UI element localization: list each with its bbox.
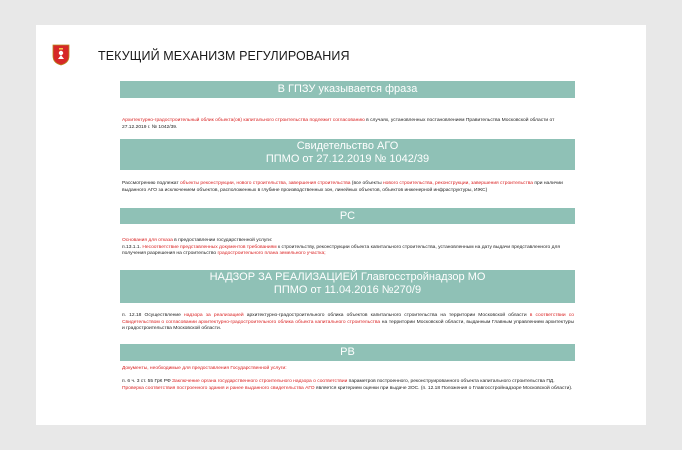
ago-highlight-1: объекты реконструкции, нового строительства, завершения строительства <box>179 181 351 186</box>
slide <box>36 25 646 425</box>
nadzor-highlight-2: в соответствии со Свидетельством о согласовании архитектурно-градостроительного облика объекта капитального строительства <box>122 313 574 325</box>
ago-paragraph <box>122 181 574 194</box>
banner-nadzor-line1: НАДЗОР ЗА РЕАЛИЗАЦИЕЙ Главгосстройнадзор МО <box>209 271 486 283</box>
nadzor-text-3: на территории Московской области, выданным Главным управлением архитектуры и градостроительства Московской области. <box>122 319 574 331</box>
nadzor-paragraph <box>122 313 574 333</box>
rs-line1-rest: в предоставлении государственной услуги: <box>172 238 273 243</box>
banner-ago-line2: ППМО от 27.12.2019 № 1042/39 <box>265 153 430 165</box>
rv-text-1: п. 6 ч. 3 ст. 55 ГрК РФ <box>122 379 173 384</box>
nadzor-text-1: п. 12.18 Осуществление <box>122 313 184 318</box>
rs-text-2: к строительству, реконструкции объекта капитального строительства, установленным на дату выдачи представленного для получения разрешения на строительство <box>122 244 560 256</box>
gpzu-highlight: Архитектурно-градостроительный облик объекта(ов) капитального строительства подлежит согласованию <box>122 118 365 123</box>
rs-paragraph <box>122 238 574 258</box>
rs-highlight-2: градостроительного плана земельного участка; <box>217 251 326 256</box>
rv-heading-text: Документы, необходимые для предоставления Государственной услуги: <box>122 366 287 371</box>
page-title: ТЕКУЩИЙ МЕХАНИЗМ РЕГУЛИРОВАНИЯ <box>98 49 350 63</box>
rv-highlight-2: Проверка соответствия построенного здания и ранее выданного свидетельства АГО <box>122 385 315 391</box>
rv-text-3: является критерием оценки при выдаче ЗОС. (п. 12.18 Положения о Главгосстройнадзоре Московской области). <box>314 385 573 391</box>
ago-text-1: Рассмотрению подлежат <box>122 181 180 186</box>
rv-highlight-1: Заключение органа государственного строительного надзора о соответствии <box>172 379 348 384</box>
banner-rv-text: РВ <box>340 346 355 358</box>
rs-line2 <box>122 245 574 258</box>
ago-text-2: (все объекты <box>350 181 383 186</box>
banner-ago-line1: Свидетельство АГО <box>296 140 399 152</box>
rs-text-1: п.13.1.1. <box>122 244 143 250</box>
gpzu-text: в случаях, установленных постановлением Правительства Московской области от 27.12.2019 г. № 1042/39. <box>122 118 555 130</box>
moscow-region-coat-of-arms-icon <box>52 44 70 66</box>
rs-highlight-label: Основания для отказа <box>122 238 173 243</box>
banner-gpzu-text: В ГПЗУ указывается фраза <box>277 83 418 95</box>
banner-nadzor <box>120 270 575 303</box>
banner-ago <box>120 139 575 170</box>
banner-gpzu <box>120 81 575 98</box>
gpzu-paragraph <box>122 118 574 131</box>
ago-highlight-2: нового строительства, реконструкции, завершения строительства <box>382 181 534 186</box>
banner-rv <box>120 344 575 361</box>
nadzor-text-2: архитектурно-градостроительного облика объектов капитального строительства на территории Московской области <box>243 313 530 318</box>
rv-paragraph <box>122 379 574 392</box>
rv-heading <box>122 366 574 373</box>
banner-rs <box>120 208 575 224</box>
banner-rs-text: РС <box>339 210 356 222</box>
ago-text-3: при наличии выданного АГО за исключением объектов, расположенных в глубине производственных зон, линейных объектов, объектов инженерной инфраструктуры, ИЖС) <box>122 181 563 193</box>
banner-nadzor-line2: ППМО от 11.04.2016 №270/9 <box>273 284 422 296</box>
nadzor-highlight-1: надзора за реализацией <box>184 313 244 318</box>
rs-highlight-1: Несоответствие представленных документов требованиям <box>142 244 277 250</box>
rv-text-2: параметров построенного, реконструированного объекта капитального строительства ПД. <box>347 379 555 384</box>
